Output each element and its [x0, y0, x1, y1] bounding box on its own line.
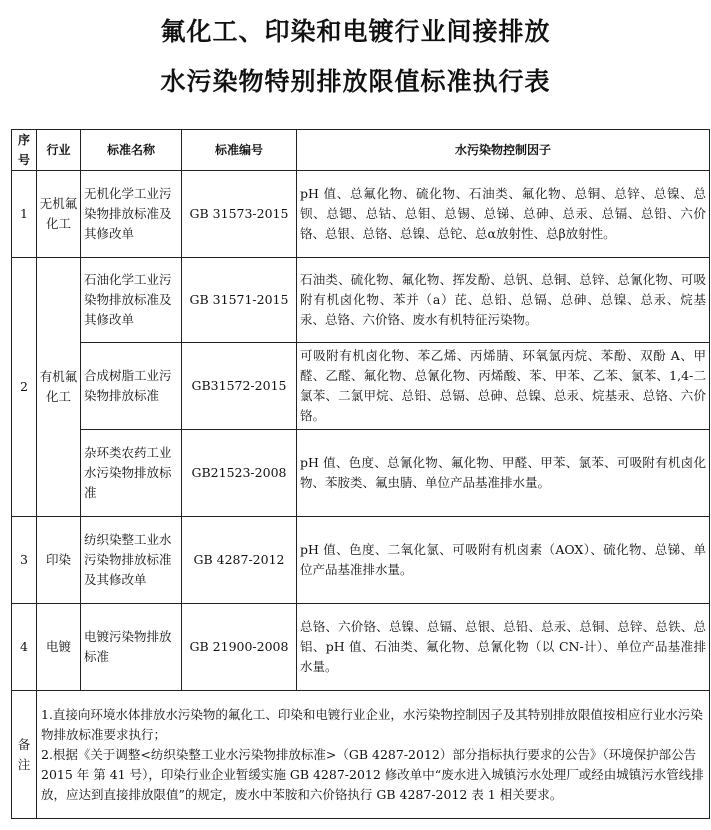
row-standard-name: 合成树脂工业污染物排放标准 [81, 343, 182, 430]
row-standard-number: GB31572-2015 [182, 343, 297, 430]
row-industry: 电镀 [37, 604, 81, 691]
row-industry: 无机氟化工 [37, 171, 81, 258]
row-standard-number: GB 31571-2015 [182, 258, 297, 343]
row-standard-number: GB 21900-2008 [182, 604, 297, 691]
row-industry: 印染 [37, 517, 81, 604]
row-standard-number: GB21523-2008 [182, 430, 297, 517]
row-standard-number: GB 4287-2012 [182, 517, 297, 604]
header-seq: 序号 [12, 130, 37, 171]
header-industry: 行业 [37, 130, 81, 171]
row-control-factors: pH 值、色度、二氧化氯、可吸附有机卤素（AOX）、硫化物、总锑、单位产品基准排水量。 [297, 517, 710, 604]
header-standard-name: 标准名称 [81, 130, 182, 171]
remarks-content [37, 691, 710, 819]
remarks-row [12, 691, 710, 819]
row-seq: 3 [12, 517, 37, 604]
row-seq: 4 [12, 604, 37, 691]
remark-note-1: 1.直接向环境水体排放水污染物的氟化工、印染和电镀行业企业，水污染物控制因子及其特别排放限值按相应行业水污染物排放标准要求执行； [41, 706, 703, 742]
row-control-factors: pH 值、色度、总氰化物、氟化物、甲醛、甲苯、氯苯、可吸附有机卤化物、苯胺类、氟虫腈、单位产品基准排水量。 [297, 430, 710, 517]
table-row [12, 604, 710, 691]
page-title-line2: 水污染物特别排放限值标准执行表 [160, 67, 551, 96]
row-control-factors: 可吸附有机卤化物、苯乙烯、丙烯腈、环氧氯丙烷、苯酚、双酚 A、甲醛、乙醛、氟化物、总氰化物、丙烯酸、苯、甲苯、乙苯、氯苯、1,4-二氯苯、二氯甲烷、总铅、总镉、总砷、总镍、总汞、烷基汞、总铬、六价铬。 [297, 343, 710, 430]
row-standard-name: 石油化学工业污染物排放标准及其修改单 [81, 258, 182, 343]
table-row [12, 171, 710, 258]
row-standard-name: 纺织染整工业水污染物排放标准及其修改单 [81, 517, 182, 604]
row-standard-number: GB 31573-2015 [182, 171, 297, 258]
row-standard-name: 无机化学工业污染物排放标准及其修改单 [81, 171, 182, 258]
table-header-row [12, 130, 710, 171]
row-control-factors: 总铬、六价铬、总镍、总镉、总银、总铅、总汞、总铜、总锌、总铁、总铝、pH 值、石油类、氟化物、总氰化物（以 CN-计）、单位产品基准排水量。 [297, 604, 710, 691]
table-row [12, 258, 710, 343]
row-standard-name: 电镀污染物排放标准 [81, 604, 182, 691]
row-control-factors: 石油类、硫化物、氟化物、挥发酚、总钒、总铜、总锌、总氰化物、可吸附有机卤化物、苯并（a）芘、总铅、总镉、总砷、总镍、总汞、烷基汞、总铬、六价铬、废水有机特征污染物。 [297, 258, 710, 343]
page-title-line1: 氟化工、印染和电镀行业间接排放 [160, 17, 551, 46]
remark-note-2: 2.根据《关于调整<纺织染整工业水污染物排放标准>（GB 4287-2012）部分指标执行要求的公告》（环境保护部公告 2015 年 第 41 号），印染行业企业暂缓实施 GB 4287-2012 修改单中“废水进入城镇污水处理厂或经由城镇污水管线排放，应达到直接排放限值”的规定，废水中苯胺和六价铬执行 GB 4287-2012 表 1 相关要求。 [41, 746, 704, 802]
row-seq: 2 [12, 258, 37, 517]
row-seq: 1 [12, 171, 37, 258]
table-row [12, 343, 710, 430]
row-standard-name: 杂环类农药工业水污染物排放标准 [81, 430, 182, 517]
header-control-factors: 水污染物控制因子 [297, 130, 710, 171]
header-standard-number: 标准编号 [182, 130, 297, 171]
remarks-label: 备注 [12, 691, 37, 819]
row-industry: 有机氟化工 [37, 258, 81, 517]
row-control-factors: pH 值、总氟化物、硫化物、石油类、氟化物、总铜、总锌、总镍、总钡、总锶、总钴、总钼、总锡、总锑、总砷、总汞、总镉、总铅、六价铬、总银、总铬、总镍、总铊、总α放射性、总β放射性。 [297, 171, 710, 258]
standards-table [11, 129, 710, 819]
table-row [12, 517, 710, 604]
table-row [12, 430, 710, 517]
